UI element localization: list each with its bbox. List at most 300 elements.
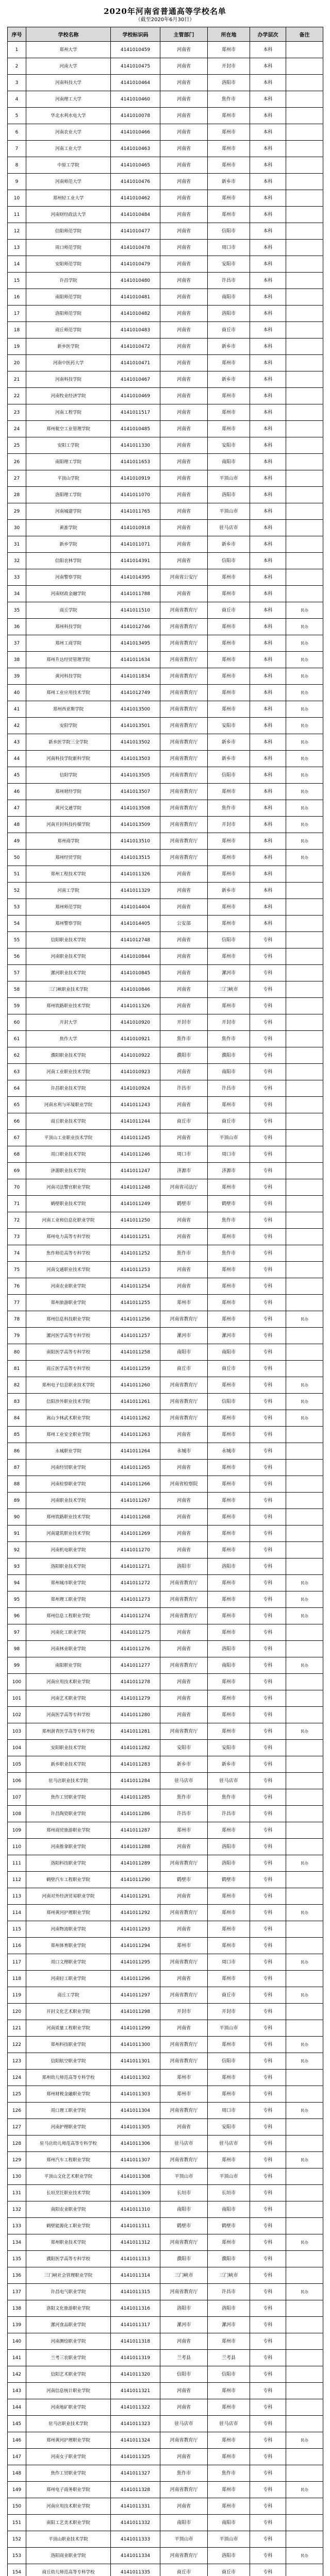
table-row xyxy=(8,1377,323,1394)
cell-school-code: 4141010464 xyxy=(111,75,160,91)
cell-note xyxy=(286,1146,323,1163)
cell-school-code: 4141011304 xyxy=(111,2103,160,2119)
cell-index: 146 xyxy=(8,2432,26,2449)
cell-location: 济源市 xyxy=(208,1163,250,1179)
cell-index: 63 xyxy=(8,1064,26,1080)
cell-authority: 河南省 xyxy=(160,487,208,503)
cell-index: 138 xyxy=(8,2300,26,2317)
cell-location: 鹤壁市 xyxy=(208,1872,250,1888)
cell-level: 专科 xyxy=(250,2251,286,2267)
table-row xyxy=(8,569,323,586)
cell-note: 民办 xyxy=(286,2548,323,2564)
table-row xyxy=(8,2531,323,2548)
cell-level: 专科 xyxy=(250,1905,286,1921)
cell-school-code: 4141010465 xyxy=(111,157,160,174)
cell-index: 25 xyxy=(8,437,26,454)
cell-location: 漯河市 xyxy=(208,965,250,981)
cell-index: 2 xyxy=(8,58,26,75)
cell-level: 本科 xyxy=(250,701,286,718)
cell-school-name: 河南科技学院 xyxy=(26,371,111,388)
table-row xyxy=(8,784,323,800)
cell-index: 9 xyxy=(8,174,26,190)
table-row xyxy=(8,2482,323,2498)
cell-level: 专科 xyxy=(250,1031,286,1047)
cell-level: 本科 xyxy=(250,437,286,454)
cell-school-name: 郑州铁路职业技术学院 xyxy=(26,1509,111,1526)
cell-note xyxy=(286,2168,323,2185)
table-row xyxy=(8,1047,323,1064)
cell-level: 本科 xyxy=(250,240,286,256)
cell-school-code: 4141011328 xyxy=(111,2482,160,2498)
cell-location: 新乡市 xyxy=(208,734,250,751)
cell-authority: 河南省 xyxy=(160,520,208,536)
cell-location: 新乡市 xyxy=(208,174,250,190)
cell-school-code: 4141011329 xyxy=(111,883,160,899)
cell-authority: 河南省 xyxy=(160,289,208,306)
cell-index: 71 xyxy=(8,1196,26,1212)
cell-school-name: 商丘学院 xyxy=(26,602,111,619)
cell-level: 专科 xyxy=(250,1163,286,1179)
cell-authority: 河南省教育厅 xyxy=(160,784,208,800)
table-row xyxy=(8,850,323,866)
table-row xyxy=(8,157,323,174)
cell-school-code: 4141011249 xyxy=(111,1196,160,1212)
cell-authority: 河南省教育厅 xyxy=(160,2103,208,2119)
cell-authority: 周口市 xyxy=(160,1146,208,1163)
cell-location: 焦作市 xyxy=(208,1789,250,1806)
table-row xyxy=(8,2103,323,2119)
cell-note xyxy=(286,1031,323,1047)
cell-school-code: 4141011260 xyxy=(111,1377,160,1394)
cell-level: 专科 xyxy=(250,965,286,981)
cell-level: 本科 xyxy=(250,800,286,817)
cell-location: 郑州市 xyxy=(208,2037,250,2053)
table-row xyxy=(8,223,323,240)
table-row xyxy=(8,1427,323,1443)
cell-note xyxy=(286,2350,323,2366)
cell-index: 93 xyxy=(8,1558,26,1575)
cell-note xyxy=(286,1690,323,1707)
cell-note: 民办 xyxy=(286,1905,323,1921)
cell-authority: 河南省 xyxy=(160,371,208,388)
cell-note: 民办 xyxy=(286,685,323,701)
cell-school-code: 4141014404 xyxy=(111,899,160,916)
cell-school-name: 洛阳科技职业学院 xyxy=(26,1855,111,1872)
cell-index: 102 xyxy=(8,1707,26,1723)
cell-location: 郑州市 xyxy=(208,1460,250,1476)
cell-location: 郑州市 xyxy=(208,1295,250,1311)
cell-location: 焦作市 xyxy=(208,91,250,108)
cell-school-name: 南阳理工学院 xyxy=(26,454,111,470)
table-row xyxy=(8,1872,323,1888)
cell-authority: 焦作市 xyxy=(160,1245,208,1262)
cell-level: 专科 xyxy=(250,1427,286,1443)
table-row xyxy=(8,437,323,454)
table-row xyxy=(8,602,323,619)
cell-school-name: 开封大学 xyxy=(26,1014,111,1031)
cell-school-code: 4141013510 xyxy=(111,833,160,850)
cell-school-name: 河南职业技术学院 xyxy=(26,948,111,965)
table-row xyxy=(8,470,323,487)
cell-level: 本科 xyxy=(250,751,286,767)
cell-authority: 河南省 xyxy=(160,1690,208,1707)
cell-note xyxy=(286,1839,323,1855)
cell-note xyxy=(286,388,323,404)
cell-note: 民办 xyxy=(286,635,323,652)
cell-note xyxy=(286,355,323,371)
cell-location: 周口市 xyxy=(208,240,250,256)
cell-school-code: 4141011300 xyxy=(111,2037,160,2053)
cell-note xyxy=(286,2564,323,2576)
cell-school-name: 河南水利与环境职业学院 xyxy=(26,1097,111,1113)
cell-level: 本科 xyxy=(250,174,286,190)
cell-location: 郑州市 xyxy=(208,2234,250,2251)
cell-note: 民办 xyxy=(286,2053,323,2070)
cell-index: 100 xyxy=(8,1674,26,1690)
cell-school-code: 4141011253 xyxy=(111,1262,160,1278)
cell-school-name: 信阳学院 xyxy=(26,767,111,784)
cell-school-code: 4141011266 xyxy=(111,1476,160,1493)
cell-level: 专科 xyxy=(250,1410,286,1427)
cell-note xyxy=(286,141,323,157)
cell-level: 专科 xyxy=(250,2465,286,2482)
cell-authority: 河南省教育厅 xyxy=(160,1855,208,1872)
cell-level: 专科 xyxy=(250,1740,286,1756)
cell-level: 本科 xyxy=(250,784,286,800)
table-row xyxy=(8,1624,323,1641)
cell-location: 商丘市 xyxy=(208,1361,250,1377)
header-index: 序号 xyxy=(8,27,26,42)
cell-school-name: 南阳工艺美术职业学院 xyxy=(26,2515,111,2531)
cell-school-code: 4141011285 xyxy=(111,1789,160,1806)
cell-authority: 郑州市 xyxy=(160,2086,208,2103)
cell-location: 漯河市 xyxy=(208,1328,250,1344)
cell-level: 本科 xyxy=(250,487,286,503)
cell-location: 郑州市 xyxy=(208,2333,250,2350)
cell-authority: 河南省 xyxy=(160,932,208,948)
table-row xyxy=(8,916,323,932)
cell-school-code: 4141011251 xyxy=(111,1229,160,1245)
cell-school-code: 4141011334 xyxy=(111,2548,160,2564)
table-row xyxy=(8,2267,323,2284)
cell-note xyxy=(286,1740,323,1756)
cell-authority: 河南省 xyxy=(160,1064,208,1080)
cell-location: 三门峡市 xyxy=(208,981,250,998)
cell-school-code: 4141011247 xyxy=(111,1163,160,1179)
cell-index: 109 xyxy=(8,1822,26,1839)
table-row xyxy=(8,1113,323,1130)
cell-index: 28 xyxy=(8,487,26,503)
cell-location: 洛阳市 xyxy=(208,1641,250,1657)
cell-authority: 河南省 xyxy=(160,1278,208,1295)
cell-level: 本科 xyxy=(250,734,286,751)
cell-note xyxy=(286,1344,323,1361)
page-title: 2020年河南省普通高等学校名单 xyxy=(104,7,226,16)
cell-school-code: 4141011323 xyxy=(111,2416,160,2432)
cell-note xyxy=(286,91,323,108)
cell-index: 96 xyxy=(8,1608,26,1624)
cell-level: 专科 xyxy=(250,1493,286,1509)
cell-index: 79 xyxy=(8,1328,26,1344)
cell-authority: 河南省 xyxy=(160,1262,208,1278)
cell-authority: 河南省 xyxy=(160,1212,208,1229)
cell-school-code: 4141012748 xyxy=(111,932,160,948)
cell-authority: 河南省公安厅 xyxy=(160,569,208,586)
cell-level: 专科 xyxy=(250,998,286,1014)
cell-location: 鹤壁市 xyxy=(208,2218,250,2234)
cell-location: 郑州市 xyxy=(208,635,250,652)
cell-school-name: 中原工学院 xyxy=(26,157,111,174)
table-row xyxy=(8,256,323,273)
table-row xyxy=(8,2053,323,2070)
cell-level: 本科 xyxy=(250,619,286,635)
cell-school-name: 商丘师范学院 xyxy=(26,322,111,338)
cell-authority: 河南省 xyxy=(160,1971,208,1987)
table-row xyxy=(8,58,323,75)
cell-school-code: 4141011268 xyxy=(111,1509,160,1526)
cell-authority: 商丘市 xyxy=(160,1361,208,1377)
cell-level: 专科 xyxy=(250,1328,286,1344)
table-row xyxy=(8,2515,323,2531)
cell-note xyxy=(286,2531,323,2548)
cell-level: 专科 xyxy=(250,1591,286,1608)
table-row xyxy=(8,1954,323,1971)
table-row xyxy=(8,91,323,108)
cell-index: 59 xyxy=(8,998,26,1014)
table-row xyxy=(8,1031,323,1047)
cell-authority: 河南省 xyxy=(160,421,208,437)
cell-school-name: 郑州升达经贸管理学院 xyxy=(26,652,111,668)
cell-authority: 济源市 xyxy=(160,1163,208,1179)
table-row xyxy=(8,2333,323,2350)
cell-authority: 郑州市 xyxy=(160,1938,208,1954)
cell-authority: 河南省 xyxy=(160,388,208,404)
cell-school-code: 4141011302 xyxy=(111,2070,160,2086)
cell-school-name: 平顶山学院 xyxy=(26,470,111,487)
cell-school-code: 4141010462 xyxy=(111,190,160,207)
cell-authority: 河南省 xyxy=(160,536,208,553)
cell-school-name: 郑州电力高等专科学校 xyxy=(26,1229,111,1245)
cell-index: 4 xyxy=(8,91,26,108)
cell-school-code: 4141011278 xyxy=(111,1674,160,1690)
cell-authority: 河南省教育厅 xyxy=(160,1410,208,1427)
cell-note xyxy=(286,2449,323,2465)
cell-location: 郑州市 xyxy=(208,2070,250,2086)
cell-location: 郑州市 xyxy=(208,2449,250,2465)
cell-authority: 河南省 xyxy=(160,1097,208,1113)
cell-school-code: 4141011071 xyxy=(111,536,160,553)
cell-location: 郑州市 xyxy=(208,1905,250,1921)
cell-location: 郑州市 xyxy=(208,899,250,916)
cell-location: 郑州市 xyxy=(208,1262,250,1278)
cell-location: 郑州市 xyxy=(208,1591,250,1608)
cell-school-code: 4141012749 xyxy=(111,685,160,701)
cell-index: 41 xyxy=(8,701,26,718)
cell-level: 本科 xyxy=(250,421,286,437)
cell-school-code: 4141010479 xyxy=(111,256,160,273)
cell-note xyxy=(286,174,323,190)
cell-school-name: 河南应用技术职业学院 xyxy=(26,1674,111,1690)
cell-index: 140 xyxy=(8,2333,26,2350)
header-school-code: 学校标识码 xyxy=(111,27,160,42)
header-note: 备注 xyxy=(286,27,323,42)
cell-authority: 河南省 xyxy=(160,223,208,240)
cell-authority: 河南省 xyxy=(160,1526,208,1542)
table-row xyxy=(8,1773,323,1789)
cell-level: 专科 xyxy=(250,1558,286,1575)
cell-school-name: 黄淮学院 xyxy=(26,520,111,536)
cell-location: 郑州市 xyxy=(208,2498,250,2515)
cell-note xyxy=(286,1047,323,1064)
cell-school-code: 4141010845 xyxy=(111,965,160,981)
cell-level: 专科 xyxy=(250,1888,286,1905)
cell-location: 洛阳市 xyxy=(208,2300,250,2317)
cell-note: 民办 xyxy=(286,668,323,685)
cell-level: 本科 xyxy=(250,899,286,916)
cell-school-code: 4141011315 xyxy=(111,2284,160,2300)
cell-school-code: 4141010480 xyxy=(111,273,160,289)
table-row xyxy=(8,1987,323,2004)
cell-note xyxy=(286,1080,323,1097)
cell-location: 郑州市 xyxy=(208,1476,250,1493)
table-body xyxy=(8,42,323,2576)
cell-school-name: 周口师范学院 xyxy=(26,240,111,256)
cell-level: 本科 xyxy=(250,569,286,586)
cell-location: 郑州市 xyxy=(208,2482,250,2498)
cell-level: 专科 xyxy=(250,1014,286,1031)
cell-school-name: 河南大学 xyxy=(26,58,111,75)
table-row xyxy=(8,388,323,404)
cell-authority: 公安部 xyxy=(160,916,208,932)
cell-school-code: 4141011307 xyxy=(111,2152,160,2168)
cell-index: 121 xyxy=(8,2020,26,2037)
cell-location: 信阳市 xyxy=(208,553,250,569)
cell-level: 专科 xyxy=(250,1047,286,1064)
cell-level: 本科 xyxy=(250,223,286,240)
cell-school-name: 驻马店幼儿师范高等专科学校 xyxy=(26,2136,111,2152)
cell-note: 民办 xyxy=(286,619,323,635)
cell-note xyxy=(286,1179,323,1196)
table-row xyxy=(8,586,323,602)
cell-note xyxy=(286,487,323,503)
cell-location: 信阳市 xyxy=(208,2366,250,2383)
cell-index: 61 xyxy=(8,1031,26,1047)
cell-school-name: 河南农业大学 xyxy=(26,124,111,141)
cell-location: 许昌市 xyxy=(208,273,250,289)
cell-location: 兰考县 xyxy=(208,2350,250,2366)
cell-index: 36 xyxy=(8,619,26,635)
table-row xyxy=(8,1526,323,1542)
cell-school-name: 河南化工职业学院 xyxy=(26,1624,111,1641)
cell-note xyxy=(286,1245,323,1262)
cell-location: 南阳市 xyxy=(208,289,250,306)
cell-index: 20 xyxy=(8,355,26,371)
cell-index: 40 xyxy=(8,685,26,701)
table-row xyxy=(8,2004,323,2020)
cell-school-code: 4141011246 xyxy=(111,1146,160,1163)
cell-index: 127 xyxy=(8,2119,26,2136)
cell-school-code: 4141011250 xyxy=(111,1212,160,1229)
table-row xyxy=(8,108,323,124)
cell-location: 郑州市 xyxy=(208,1097,250,1113)
cell-location: 郑州市 xyxy=(208,2432,250,2449)
cell-index: 77 xyxy=(8,1295,26,1311)
cell-level: 本科 xyxy=(250,404,286,421)
cell-location: 郑州市 xyxy=(208,586,250,602)
cell-school-name: 郑州工业应用技术学院 xyxy=(26,685,111,701)
cell-level: 专科 xyxy=(250,2366,286,2383)
cell-school-name: 河南推拿职业学院 xyxy=(26,1839,111,1855)
cell-school-code: 4141011275 xyxy=(111,1624,160,1641)
table-row xyxy=(8,1674,323,1690)
cell-index: 117 xyxy=(8,1954,26,1971)
cell-note xyxy=(286,520,323,536)
cell-location: 洛阳市 xyxy=(208,1855,250,1872)
cell-school-name: 驻马店职业技术学院 xyxy=(26,1773,111,1789)
cell-school-code: 4141011244 xyxy=(111,1113,160,1130)
cell-location: 许昌市 xyxy=(208,1806,250,1822)
cell-location: 郑州市 xyxy=(208,1509,250,1526)
cell-school-code: 4141010846 xyxy=(111,981,160,998)
cell-school-name: 新乡学院 xyxy=(26,536,111,553)
cell-authority: 河南省 xyxy=(160,1921,208,1938)
cell-note xyxy=(286,2185,323,2201)
cell-note xyxy=(286,2136,323,2152)
cell-level: 本科 xyxy=(250,866,286,883)
cell-note xyxy=(286,1262,323,1278)
cell-index: 30 xyxy=(8,520,26,536)
cell-school-code: 4141010471 xyxy=(111,355,160,371)
cell-school-name: 郑州工商学院 xyxy=(26,635,111,652)
cell-school-code: 4141011327 xyxy=(111,2465,160,2482)
cell-level: 专科 xyxy=(250,1789,286,1806)
cell-authority: 河南省 xyxy=(160,355,208,371)
table-row xyxy=(8,2037,323,2053)
table-row xyxy=(8,421,323,437)
cell-authority: 南阳市 xyxy=(160,1344,208,1361)
cell-school-code: 4141010467 xyxy=(111,371,160,388)
table-row xyxy=(8,1888,323,1905)
cell-school-name: 华北水利水电大学 xyxy=(26,108,111,124)
cell-location: 周口市 xyxy=(208,1146,250,1163)
cell-index: 42 xyxy=(8,718,26,734)
cell-school-name: 郑州电子商务职业学院 xyxy=(26,2482,111,2498)
cell-school-code: 4141011254 xyxy=(111,1278,160,1295)
cell-authority: 河南省教育厅 xyxy=(160,635,208,652)
cell-level: 本科 xyxy=(250,718,286,734)
cell-level: 专科 xyxy=(250,2234,286,2251)
cell-location: 郑州市 xyxy=(208,404,250,421)
table-row xyxy=(8,2366,323,2383)
cell-school-name: 河南中医药大学 xyxy=(26,355,111,371)
cell-location: 南阳市 xyxy=(208,1344,250,1361)
cell-level: 本科 xyxy=(250,503,286,520)
cell-note xyxy=(286,1558,323,1575)
cell-school-name: 焦作工贸职业学院 xyxy=(26,2465,111,2482)
table-row xyxy=(8,2564,323,2576)
cell-level: 本科 xyxy=(250,470,286,487)
cell-location: 焦作市 xyxy=(208,1245,250,1262)
cell-school-code: 4141011280 xyxy=(111,1707,160,1723)
cell-level: 专科 xyxy=(250,1657,286,1674)
table-row xyxy=(8,454,323,470)
cell-authority: 河南省教育厅 xyxy=(160,2284,208,2300)
table-row xyxy=(8,2020,323,2037)
cell-note xyxy=(286,1526,323,1542)
cell-school-name: 河南牧业经济学院 xyxy=(26,388,111,404)
cell-index: 81 xyxy=(8,1361,26,1377)
cell-school-code: 4141011788 xyxy=(111,586,160,602)
